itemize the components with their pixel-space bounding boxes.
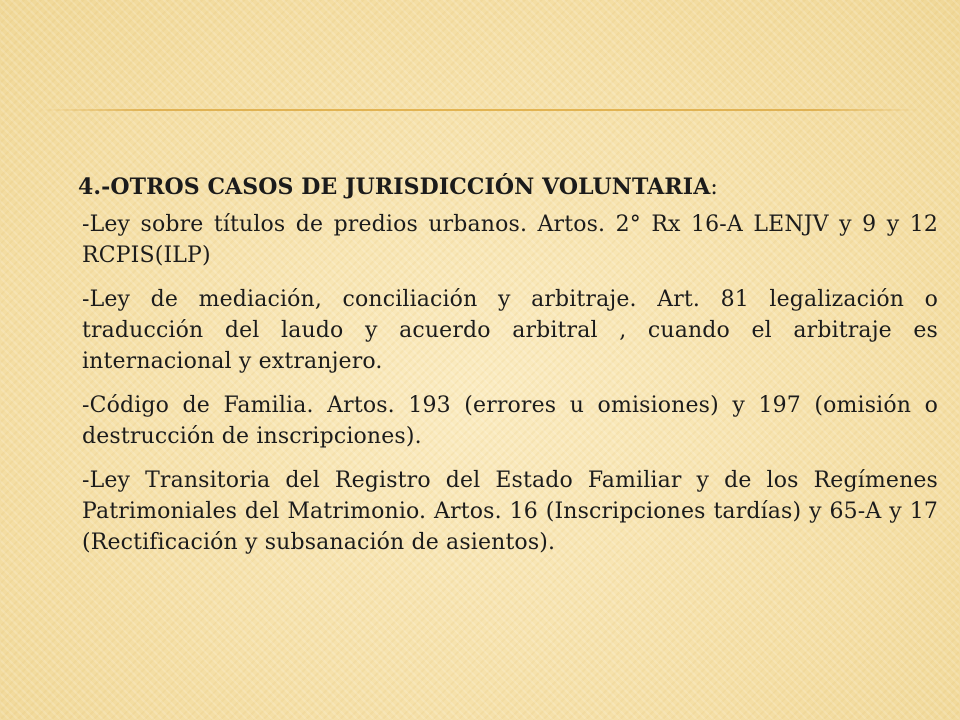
section-heading xyxy=(78,168,938,207)
list-item: -Ley de mediación, conciliación y arbitraje. Art. 81 legalización o traducción del laudo y acuerdo arbitral , cuando el arbitraje es internacional y extranjero. xyxy=(82,287,938,374)
heading-colon: : xyxy=(710,175,718,200)
slide-content xyxy=(78,168,938,571)
top-divider-line xyxy=(40,109,920,111)
list-item: -Ley Transitoria del Registro del Estado Familiar y de los Regímenes Patrimoniales del Matrimonio. Artos. 16 (Inscripciones tardías) y 65-A y 17 (Rectificación y subsanación de asientos). xyxy=(82,468,938,555)
list-item: -Código de Familia. Artos. 193 (errores u omisiones) y 197 (omisión o destrucción de inscripciones). xyxy=(82,393,938,449)
heading-title: 4.-OTROS CASOS DE JURISDICCIÓN VOLUNTARIA xyxy=(78,174,711,200)
list-item: -Ley sobre títulos de predios urbanos. Artos. 2° Rx 16-A LENJV y 9 y 12 RCPIS(ILP) xyxy=(82,212,938,268)
